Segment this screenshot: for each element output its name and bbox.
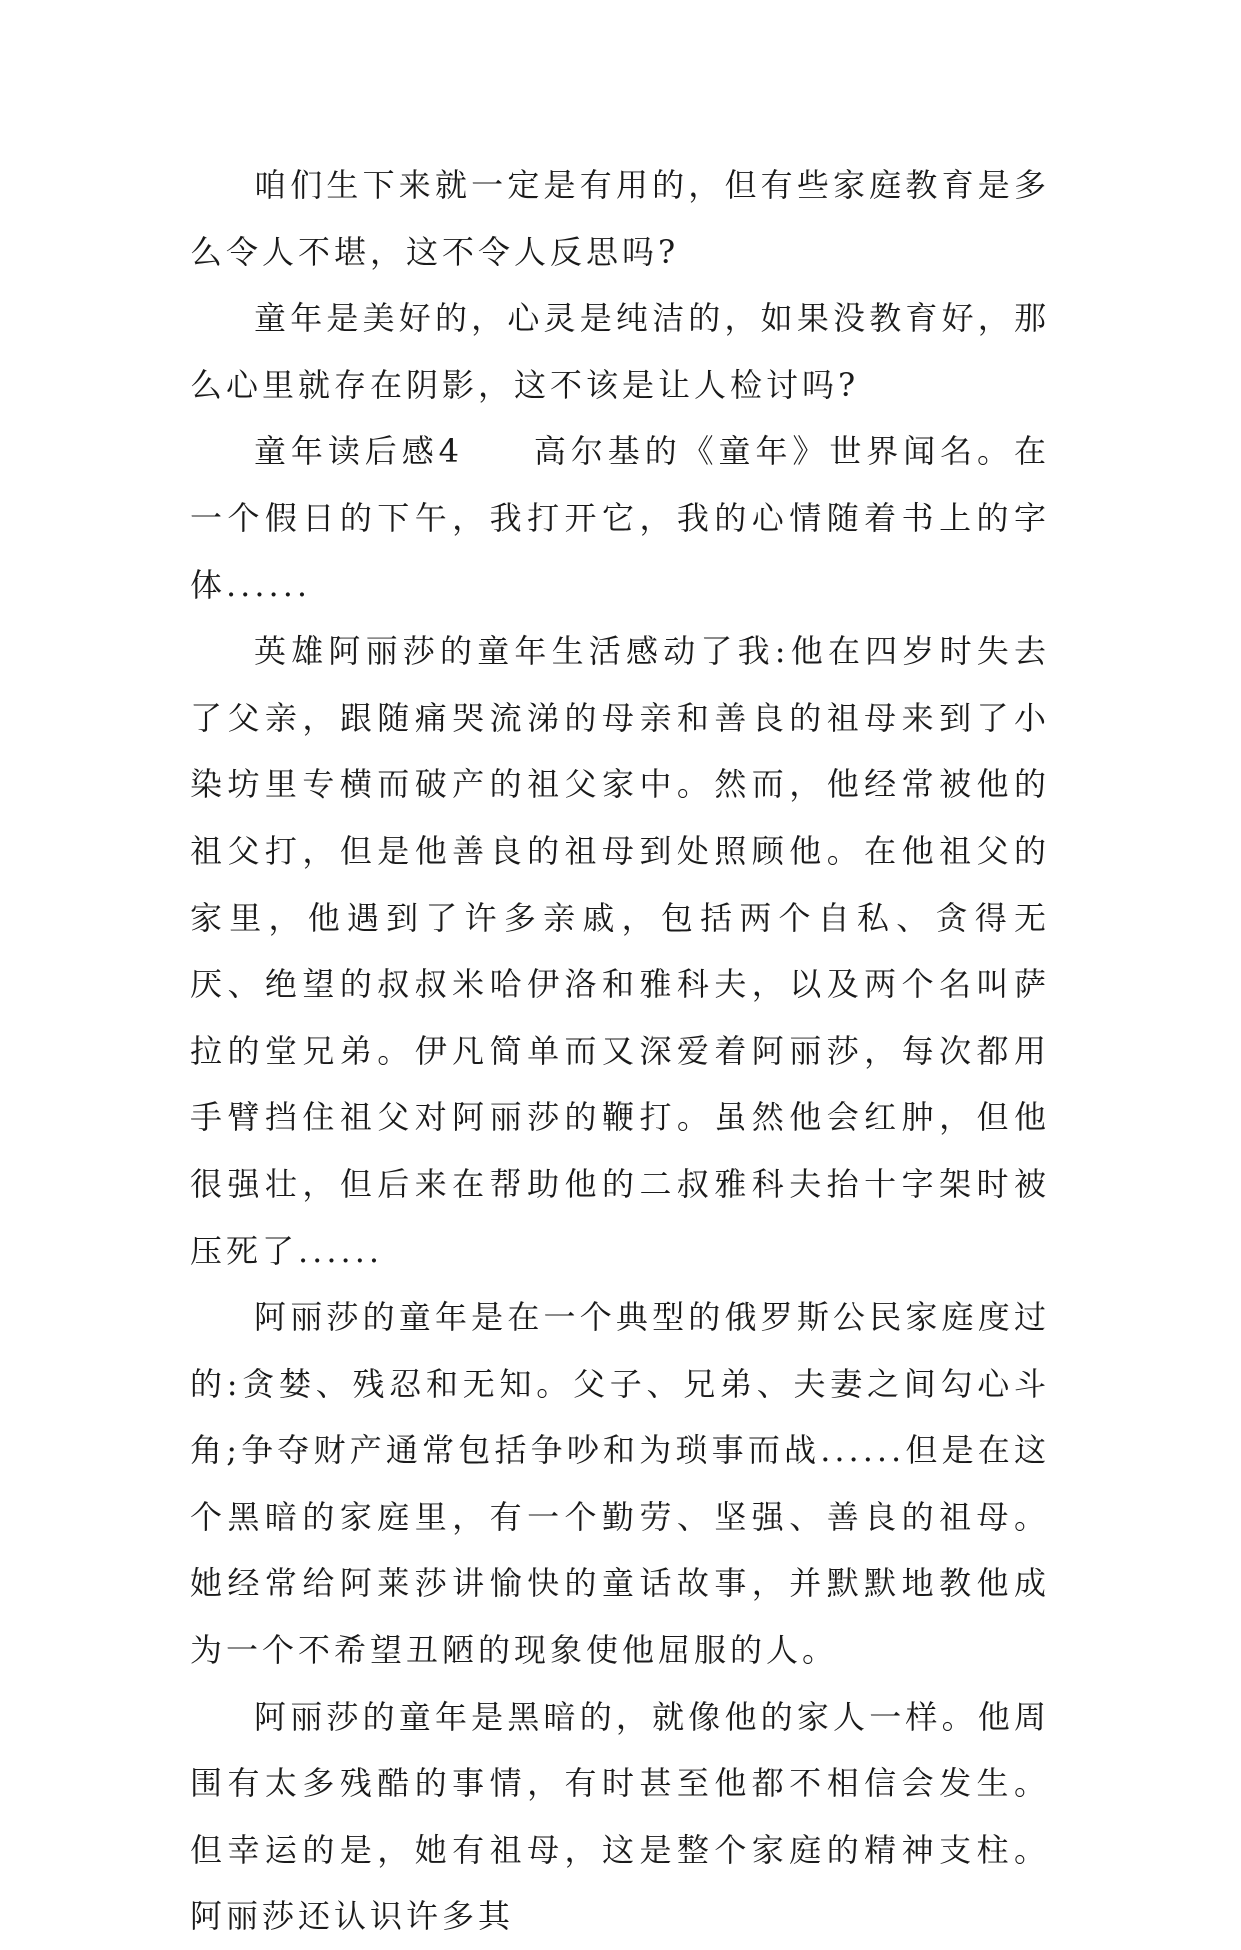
- section-title: 童年读后感4: [254, 432, 463, 471]
- section-intro-text: 高尔基的《童年》世界闻名。在一个假日的下午，我打开它，我的心情随着书上的字体......: [190, 432, 1050, 604]
- document-body: [190, 152, 1050, 1950]
- paragraph: 阿丽莎的童年是在一个典型的俄罗斯公民家庭度过的:贪婪、残忍和无知。父子、兄弟、夫妻之间勾心斗角;争夺财产通常包括争吵和为琐事而战......但是在这个黑暗的家庭里，有一个勤劳、坚强、善良的祖母。她经常给阿莱莎讲愉快的童话故事，并默默地教他成为一个不希望丑陋的现象使他屈服的人。: [190, 1298, 1050, 1670]
- paragraph: 英雄阿丽莎的童年生活感动了我:他在四岁时失去了父亲，跟随痛哭流涕的母亲和善良的祖母来到了小染坊里专横而破产的祖父家中。然而，他经常被他的祖父打，但是他善良的祖母到处照顾他。在他祖父的家里，他遇到了许多亲戚，包括两个自私、贪得无厌、绝望的叔叔米哈伊洛和雅科夫，以及两个名叫萨拉的堂兄弟。伊凡简单而又深爱着阿丽莎，每次都用手臂挡住祖父对阿丽莎的鞭打。虽然他会红肿，但他很强壮，但后来在帮助他的二叔雅科夫抬十字架时被压死了......: [190, 632, 1050, 1270]
- paragraph: 咱们生下来就一定是有用的，但有些家庭教育是多么令人不堪，这不令人反思吗?: [190, 166, 1050, 271]
- section-heading-paragraph: [190, 418, 1050, 618]
- paragraph: 阿丽莎的童年是黑暗的，就像他的家人一样。他周围有太多残酷的事情，有时甚至他都不相信会发生。但幸运的是，她有祖母，这是整个家庭的精神支柱。阿丽莎还认识许多其: [190, 1697, 1050, 1936]
- paragraph: 童年是美好的，心灵是纯洁的，如果没教育好，那么心里就存在阴影，这不该是让人检讨吗?: [190, 299, 1050, 404]
